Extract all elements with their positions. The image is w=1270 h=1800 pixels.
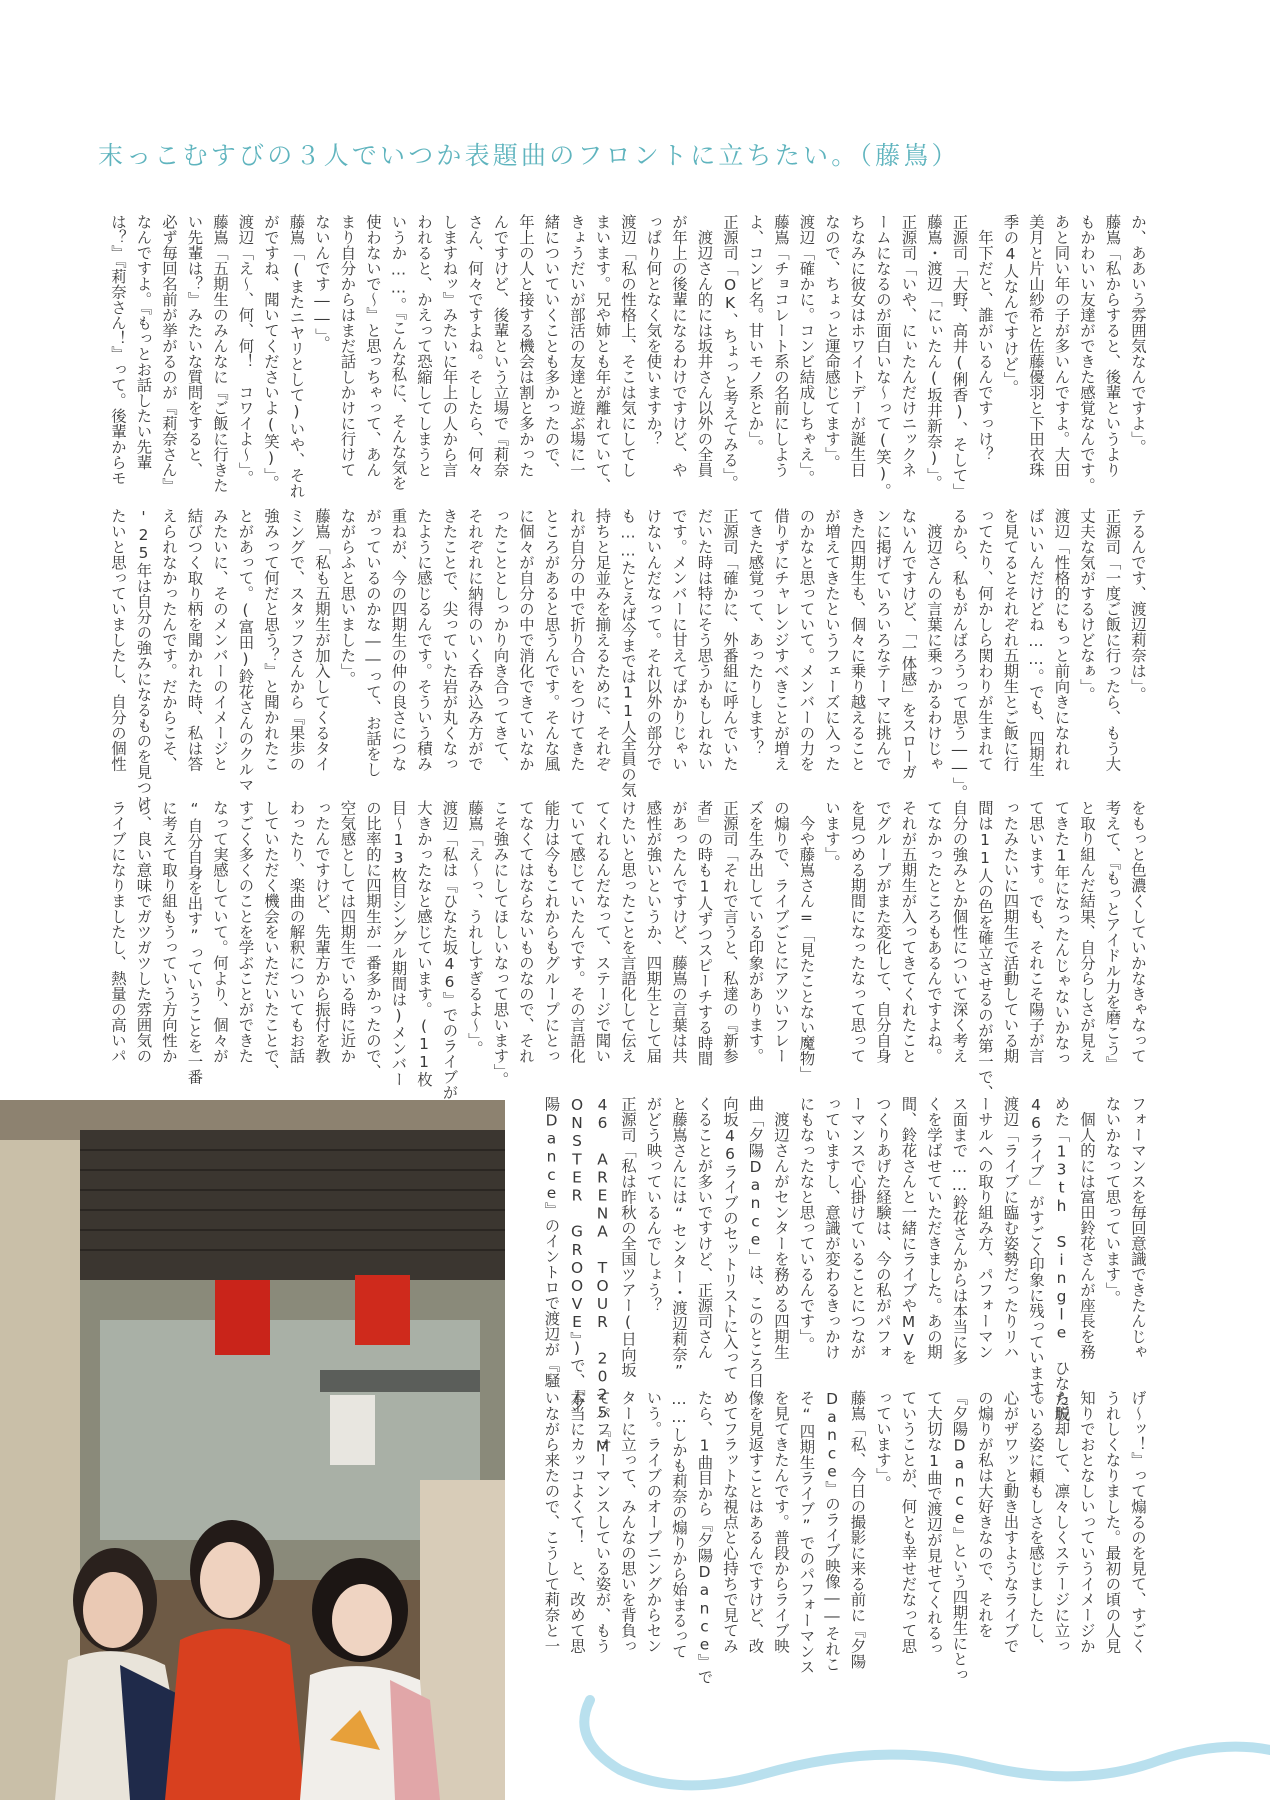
text-column: なって実感していて。何より、個々が [211,800,229,1064]
text-column: ないかなって思っています」。 [1103,1096,1122,1306]
text-column: めてフラットな視点と心持ちで見てみ [721,1390,739,1654]
text-column: 藤嶌・渡辺「にぃたん(坂井新奈)」。 [925,214,943,491]
text-column: よ、コンビ名。甘いモノ系とか」。 [746,214,765,455]
text-column: 丈夫な気がするけどなぁ」。 [1078,508,1096,702]
text-column: しますねッ』みたいに年上の人から言 [440,214,459,478]
text-column: 正源司「OK、ちょっと考えてみる」。 [721,214,739,491]
text-column: 渡辺さんの言葉に乗っかるわけじゃ [925,508,943,772]
text-column: も……たとえば今までは11人全員の気 [619,508,637,798]
text-column: 藤嶌「五期生のみんなに『ご飯に行きた [211,214,229,493]
text-column: を見てきたんです。普段からライブ映 [772,1390,790,1654]
text-column: 季の4人なんですけど」。 [1001,214,1020,395]
text-column: していただく機会をいただいたことで、 [262,800,280,1079]
text-column: 強みって何だと思う？』と聞かれたこ [262,508,280,772]
text-column: 向坂46ライブのセットリストに入って [721,1096,739,1381]
text-column: 正源司「それで言うと、私達の『新参 [721,800,739,1064]
text-column: ミングで、スタッフさんから『果歩の [287,508,306,772]
text-column: うれしくなりました。最初の頃の人見 [1103,1390,1122,1654]
text-column: みたいに、そのメンバーのイメージと [211,508,229,772]
text-column: 緒についていくことも多かったので、 [542,214,561,478]
text-column: 藤嶌「え〜っ、うれしすぎるよ〜」。 [466,800,484,1056]
text-column: ら脱却して、凛々しくステージに立っ [1052,1390,1071,1654]
text-column: 正源司「いや、にぃたんだけニックネ [899,214,918,478]
text-column: ところがあると思うんです。そんな風 [542,508,561,772]
text-column: 藤嶌「(またニヤリとして)いや、それ [287,214,306,499]
text-column: Dance』のライブ映像――それこ [823,1390,841,1672]
text-column: ったんですけど、先輩方から振付を教 [313,800,331,1064]
text-column: 自分の強みとか個性について深く考え [950,800,969,1064]
text-column: と藤嶌さんには“センター・渡辺莉奈” [670,1096,688,1381]
text-column: えられなかったんです。だからこそ、 [160,508,178,772]
text-column: けたいと思ったことを言語化して伝え [619,800,637,1064]
text-column: 渡辺「確かに。コンビ結成しちゃえ」。 [797,214,816,486]
text-column: '25年は自分の強みになるものを見つけ [134,508,153,811]
text-column: ンに掲げていろいろなテーマに挑んで [874,508,892,772]
text-column: すごく多くのことを学ぶことができた [236,800,255,1064]
text-column: れが自分の中で折り合いをつけてきた [568,508,586,772]
text-column: 藤嶌「私からすると、後輩というより [1103,214,1122,478]
text-column: 渡辺「私の性格上、そこは気にしてし [619,214,637,478]
text-column: 46ライブ」がすごく印象に残っています。 [1027,1096,1045,1412]
text-column: 個人的には富田鈴花さんが座長を務 [1078,1096,1096,1360]
article-text-block-3 [105,800,1151,1100]
text-column: てなくてはならないものなので、それ [517,800,535,1064]
text-column: 渡辺「性格的にもっと前向きになれれ [1052,508,1071,772]
text-column: まいます。兄や姉とも年が離れていて、 [593,214,612,493]
text-column: ス面まで……鈴花さんからは本当に多 [950,1096,969,1365]
text-column: 正源司「一度ご飯に行ったら、もう大 [1103,508,1122,772]
text-column: ていて感じていたんです。その言語化 [568,800,586,1064]
text-column: くることが多いですけど、正源司さん [695,1096,714,1360]
text-column: ながらふと思いました」。 [338,508,357,687]
text-column: は？』『莉奈さん！』って。後輩からモ [109,214,127,486]
text-column: に考えて取り組もうっていう方向性か [160,800,178,1064]
text-column: の比率的に四期生が一番多かったので、 [364,800,382,1079]
text-column: わったり、楽曲の解釈についてもお話 [287,800,306,1064]
article-text-block-2 [105,508,1151,811]
text-column: けないんだなって。それ以外の部分で [644,508,663,772]
text-column: 知りでおとなしいっていうイメージか [1078,1390,1096,1654]
text-column: 『夕陽Dance』という四期生にとっ [950,1390,969,1682]
text-column: われると、かえって恐縮してしまうと [415,214,433,478]
text-column: っていますし、意識が変わるきっかけ [823,1096,841,1360]
text-column: あと同い年の子が多いんですよ。大田 [1052,214,1071,478]
text-column: 年上の人と接する機会は割と多かった [517,214,535,478]
text-column: 正源司「大野、高井(俐香)、そして」 [950,214,969,499]
text-column: があったんですけど、藤嶌の言葉は共 [670,800,688,1064]
text-column: 使わないで〜』と思っちゃって、あん [364,214,382,478]
text-column: 心がザワッと動き出すようなライブで [1001,1390,1020,1654]
text-column: げ〜ッ！』って煽るのを見て、すごく [1129,1390,1147,1654]
text-column: を見てるとそれぞれ五期生とご飯に行 [1001,508,1020,772]
text-column: と取り組んだ結果、自分らしさが見え [1078,800,1096,1064]
text-column: にもなったなと思っているんです」。 [797,1096,816,1352]
text-column: 間、鈴花さんと一緒にライブやMVを [899,1096,918,1365]
text-column: を見つめる期間になったなって思って [848,800,867,1064]
article-text-block-5 [538,1390,1150,1685]
headline-quote: 末っこむすびの３人でいつか表題曲のフロントに立ちたい。（藤嶌） [98,141,960,170]
text-column: それが五期生が入ってきてくれたこと [899,800,918,1064]
text-column: きた四期生も、個々に乗り越えること [848,508,867,772]
article-text-block-1 [105,214,1151,499]
text-column: いうか……。『こんな私に、そんな気を [389,214,408,491]
text-column: てきた1年になったんじゃないかなっ [1052,800,1071,1067]
text-column: のかなと思っていて。メンバーの力を [797,508,816,772]
text-column: なんですよ。『もっとお話したい先輩 [134,214,153,470]
text-column: ばいいんだけどね……。でも、四期生 [1027,508,1045,777]
text-column: たいと思っていましたし、自分の個性 [109,508,127,772]
text-column: 渡辺「ライブに臨む姿勢だったりリハ [1001,1096,1020,1360]
text-column: ……しかも莉奈の煽りから始まるって [670,1390,688,1659]
text-column: そ“四期生ライブ”でのパフォーマンス [797,1390,816,1675]
text-column: か、ああいう雰囲気なんですよ」。 [1129,214,1147,455]
text-column: きたことで、尖っていた岩が丸くなっ [440,508,459,772]
text-column: がどう映っているんでしょう？ [644,1096,663,1313]
text-column: 考えて、『もっとアイドル力を磨こう』 [1103,800,1122,1072]
text-column: 曲「夕陽Dance」は、このところ日 [746,1096,765,1388]
text-column: 藤嶌「チョコレート系の名前にしよう [772,214,790,478]
text-column: 渡辺「え〜、何、何！ コワイよ〜」。 [236,214,255,486]
text-column: さん、何々ですよね。そしたら、何々 [466,214,484,478]
text-column: ターに立って、みんなの思いを背負っ [619,1390,637,1654]
text-column: 必ず毎回名前が挙がるのが『莉奈さん』 [160,214,178,493]
text-column: 渡辺さんがセンターを務める四期生 [772,1096,790,1360]
text-column: をもっと色濃くしていかなきゃなって [1129,800,1147,1064]
text-column: 能力は今もこれからもグループにとっ [542,800,561,1064]
text-column: 像を見返すことはあるんですけど、改 [746,1390,765,1654]
text-column: だいた時は特にそう思うかもしれない [695,508,714,772]
text-column: いながら来たので、こうして莉奈と一 [542,1390,561,1654]
text-column: い先輩は？』みたいな質問をすると、 [185,214,204,478]
text-column: 年下だと、誰がいるんですっけ？ [976,214,994,462]
text-column: “自分自身を出す”っていうことを一番 [185,800,204,1085]
text-column: 本当にカッコよくて！ と、改めて思 [568,1390,586,1654]
text-column: まり自分からはまだ話しかけに行けて [338,214,357,478]
text-column: 渡辺「私は『ひなた坂46』でのライブが [440,800,459,1100]
text-column: 藤嶌「私も五期生が加入してくるタイ [313,508,331,772]
text-column: がっているのかな――って、お話をし [364,508,382,777]
text-column: ないんです――」。 [313,214,331,351]
text-column: とがあって。(富田)鈴花さんのクルマ [236,508,255,793]
text-column: 重ねが、今の四期生の仲の良さにつな [389,508,408,772]
text-column: 間は11人の色を確立させるのが第一で、 [976,800,994,1100]
text-column: ームになるのが面白いな〜って(笑)。 [874,214,892,499]
text-column: の煽りで、ライブごとにアツいフレー [772,800,790,1064]
text-column: 空気感としては四期生でいる時に近か [338,800,357,1064]
text-column: 今や藤嶌さん=「見たことない魔物」 [797,800,816,1082]
text-column: くを学ばせていただきました。あの期 [925,1096,943,1360]
text-column: フォーマンスを毎回意識できたんじゃ [1129,1096,1147,1360]
text-column: ったみたいに四期生で活動している期 [1001,800,1020,1064]
text-column: テるんです、渡辺莉奈は」。 [1129,508,1147,702]
text-column: が年上の後輩になるわけですけど、や [670,214,688,478]
text-column: ONSTER GROOVE』)で、『夕 [568,1096,586,1412]
article-text-block-4 [538,1096,1150,1456]
text-column: 者』の時も1人ずつスピーチする時間 [695,800,714,1067]
text-column: ーサルへの取り組み方、パフォーマン [976,1096,994,1360]
text-column: ている姿に頼もしさを感じましたし、 [1027,1390,1045,1654]
text-column: てなかったところもあるんですよね。 [925,800,943,1064]
text-column: 46 ARENA TOUR 2025『M [593,1096,612,1456]
text-column: てパフォーマンスしている姿が、もう [593,1390,612,1654]
text-column: ないんですけど、「一体感」をスローガ [899,508,918,780]
text-column: ら、良い意味でガツガツした雰囲気の [134,800,153,1064]
text-column: 正源司「私は昨秋の全国ツアー(日向坂 [619,1096,637,1378]
text-column: ていうことが、何とも幸せだなって思 [899,1390,918,1654]
text-column: てきた感覚って、あったりします？ [746,508,765,756]
text-column: 目〜13枚目シングル期間は)メンバー [389,800,408,1087]
text-column: です。メンバーに甘えてばかりじゃい [670,508,688,772]
text-column: てくれるんだなって、ステージで聞い [593,800,612,1064]
text-column: めた「13th Single ひなた坂 [1052,1096,1071,1422]
text-column: ズを生み出している印象があります。 [746,800,765,1064]
text-column: きょうだいが部活の友達と遊ぶ場に一 [568,214,586,478]
text-column: それぞれに納得のいく呑み込み方がで [466,508,484,772]
text-column: 大きかったなと感じています。(11枚 [415,800,433,1087]
wave-decoration [560,1680,1270,1800]
text-column: もかわいい友達ができた感覚なんです。 [1078,214,1096,493]
text-column: います」。 [823,800,841,870]
text-column: つくりあげた経験は、今の私がパフォ [874,1096,892,1360]
text-column: ーマンスで心掛けていることにつなが [848,1096,867,1360]
text-column: っています」。 [874,1390,892,1491]
text-column: ってたり、何かしら関わりが生まれて [976,508,994,772]
text-column: に個々が自分の中で消化できていなか [517,508,535,772]
text-column: ったこととしっかり向き合ってきて、 [491,508,510,772]
group-photo [0,1100,505,1800]
text-column: 陽Dance』のイントロで渡辺が『騒 [542,1096,561,1388]
text-column: て思います。でも、それこそ陽子が言 [1027,800,1045,1064]
text-column: の煽りが私は大好きなので、それを [976,1390,994,1638]
text-column: 美月と片山紗希と佐藤優羽と下田衣珠 [1027,214,1045,478]
text-column: 正源司「確かに、外番組に呼んでいた [721,508,739,772]
text-column: いう。ライブのオープニングからセン [644,1390,663,1654]
text-column: 藤嶌「私、今日の撮影に来る前に『夕陽 [848,1390,867,1669]
text-column: が増えてきたというフェーズに入った [823,508,841,772]
text-column: たように感じるんです。そういう積み [415,508,433,772]
text-column: たら、1曲目から『夕陽Dance』で [695,1390,714,1685]
text-column: っぱり何となく気を使いますか？ [644,214,663,447]
text-column: 持ちと足並みを揃えるために、それぞ [593,508,612,772]
text-column: がですね、聞いてくださいよ(笑)」。 [262,214,280,491]
text-column: なので、ちょっと運命感じてます」。 [823,214,841,470]
text-column: るから、私もがんばろうって思う――」。 [950,508,969,800]
text-column: んですけど、後輩という立場で『莉奈 [491,214,510,478]
text-column: こそ強みにしてほしいなって思います」。 [491,800,510,1087]
text-column: でグループがまた変化して、自分自身 [874,800,892,1064]
text-column: 感性が強いというか、四期生として届 [644,800,663,1064]
text-column: 渡辺さん的には坂井さん以外の全員 [695,214,714,478]
text-column: 結びつく取り柄を聞かれた時、私は答 [185,508,204,772]
text-column: ちなみに彼女はホワイトデーが誕生日 [848,214,867,478]
text-column: 借りずにチャレンジすべきことが増え [772,508,790,772]
text-column: て大切な1曲で渡辺が見せてくれるっ [925,1390,943,1657]
text-column: ライブになりましたし、熱量の高いパ [109,800,127,1064]
